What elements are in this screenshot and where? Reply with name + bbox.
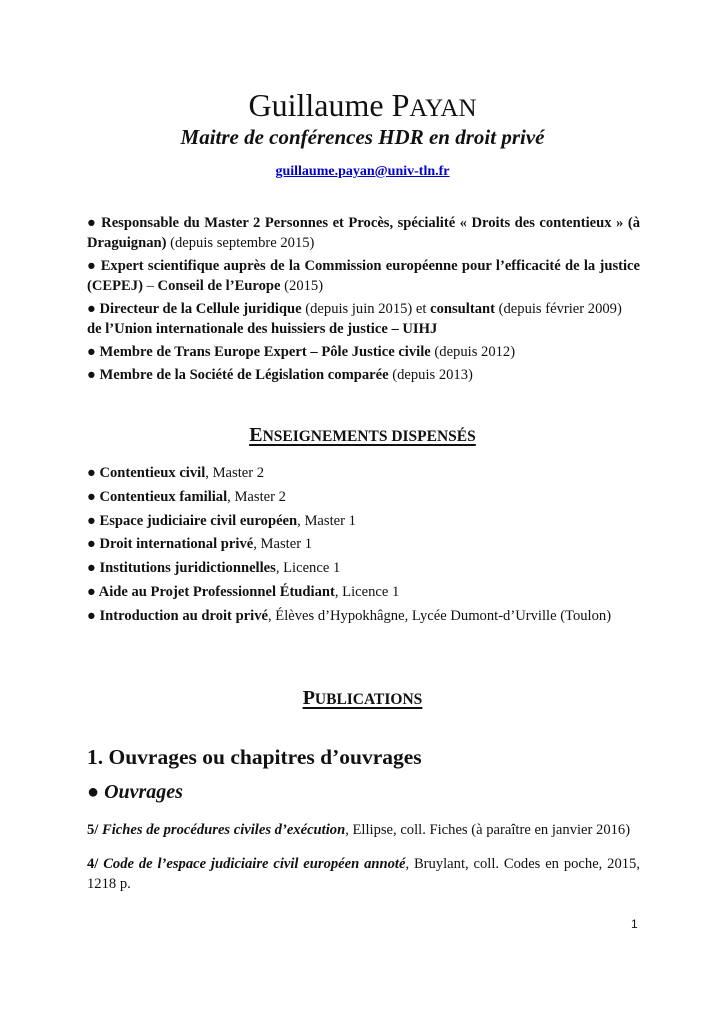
email-link[interactable]: guillaume.payan@univ-tln.fr — [275, 164, 450, 179]
teaching-item: ● Contentieux familial, Master 2 — [87, 488, 286, 505]
role-item: ● Membre de la Société de Législation comparée (depuis 2013) — [87, 367, 473, 383]
publication-list — [87, 820, 640, 894]
section-title-publications: PUBLICATIONS — [302, 687, 423, 709]
teaching-item: ● Institutions juridictionnelles, Licence 1 — [87, 560, 341, 577]
publication-entry: 4/ Code de l’espace judiciaire civil européen annoté, Bruylant, coll. Codes en poche, 2015, 1218 p. — [87, 856, 641, 892]
teaching-item: ● Droit international privé, Master 1 — [87, 536, 313, 553]
section-title-teaching: ENSEIGNEMENTS DISPENSÉS — [249, 424, 476, 446]
author-name: Guillaume PAYAN — [248, 87, 477, 123]
email-link-wrapper — [0, 164, 725, 180]
role-item: ● Directeur de la Cellule juridique (depuis juin 2015) et consultant (depuis février 2009) — [87, 301, 622, 317]
role-item: ● Expert scientifique auprès de la Commission européenne pour l’efficacité de la justice (CEPEJ) – Conseil de l’Europe (2015) — [87, 258, 640, 294]
teaching-item: ● Introduction au droit privé, Élèves d’Hypokhâgne, Lycée Dumont-d’Urville (Toulon) — [87, 607, 612, 624]
teaching-list — [87, 462, 640, 629]
teaching-item: ● Contentieux civil, Master 2 — [87, 465, 265, 481]
publication-entry: 5/ Fiches de procédures civiles d’exécution, Ellipse, coll. Fiches (à paraître en janvier 2016) — [87, 822, 631, 838]
role-item: ● Membre de Trans Europe Expert – Pôle Justice civile (depuis 2012) — [87, 344, 516, 360]
role-item: ● Responsable du Master 2 Personnes et Procès, spécialité « Droits des contentieux » (à Draguignan) (depuis septembre 2015) — [87, 215, 640, 251]
subsubsection-heading: ● Ouvrages — [87, 781, 183, 803]
teaching-item: ● Aide au Projet Professionnel Étudiant, Licence 1 — [87, 583, 400, 600]
author-title: Maitre de conférences HDR en droit privé — [180, 125, 545, 149]
role-item-continuation: de l’Union internationale des huissiers de justice – UIHJ — [87, 321, 438, 337]
page-number: 1 — [631, 917, 638, 931]
roles-list — [87, 213, 640, 385]
subsection-heading: 1. Ouvrages ou chapitres d’ouvrages — [87, 745, 422, 769]
teaching-item: ● Espace judiciaire civil européen, Master 1 — [87, 512, 356, 529]
